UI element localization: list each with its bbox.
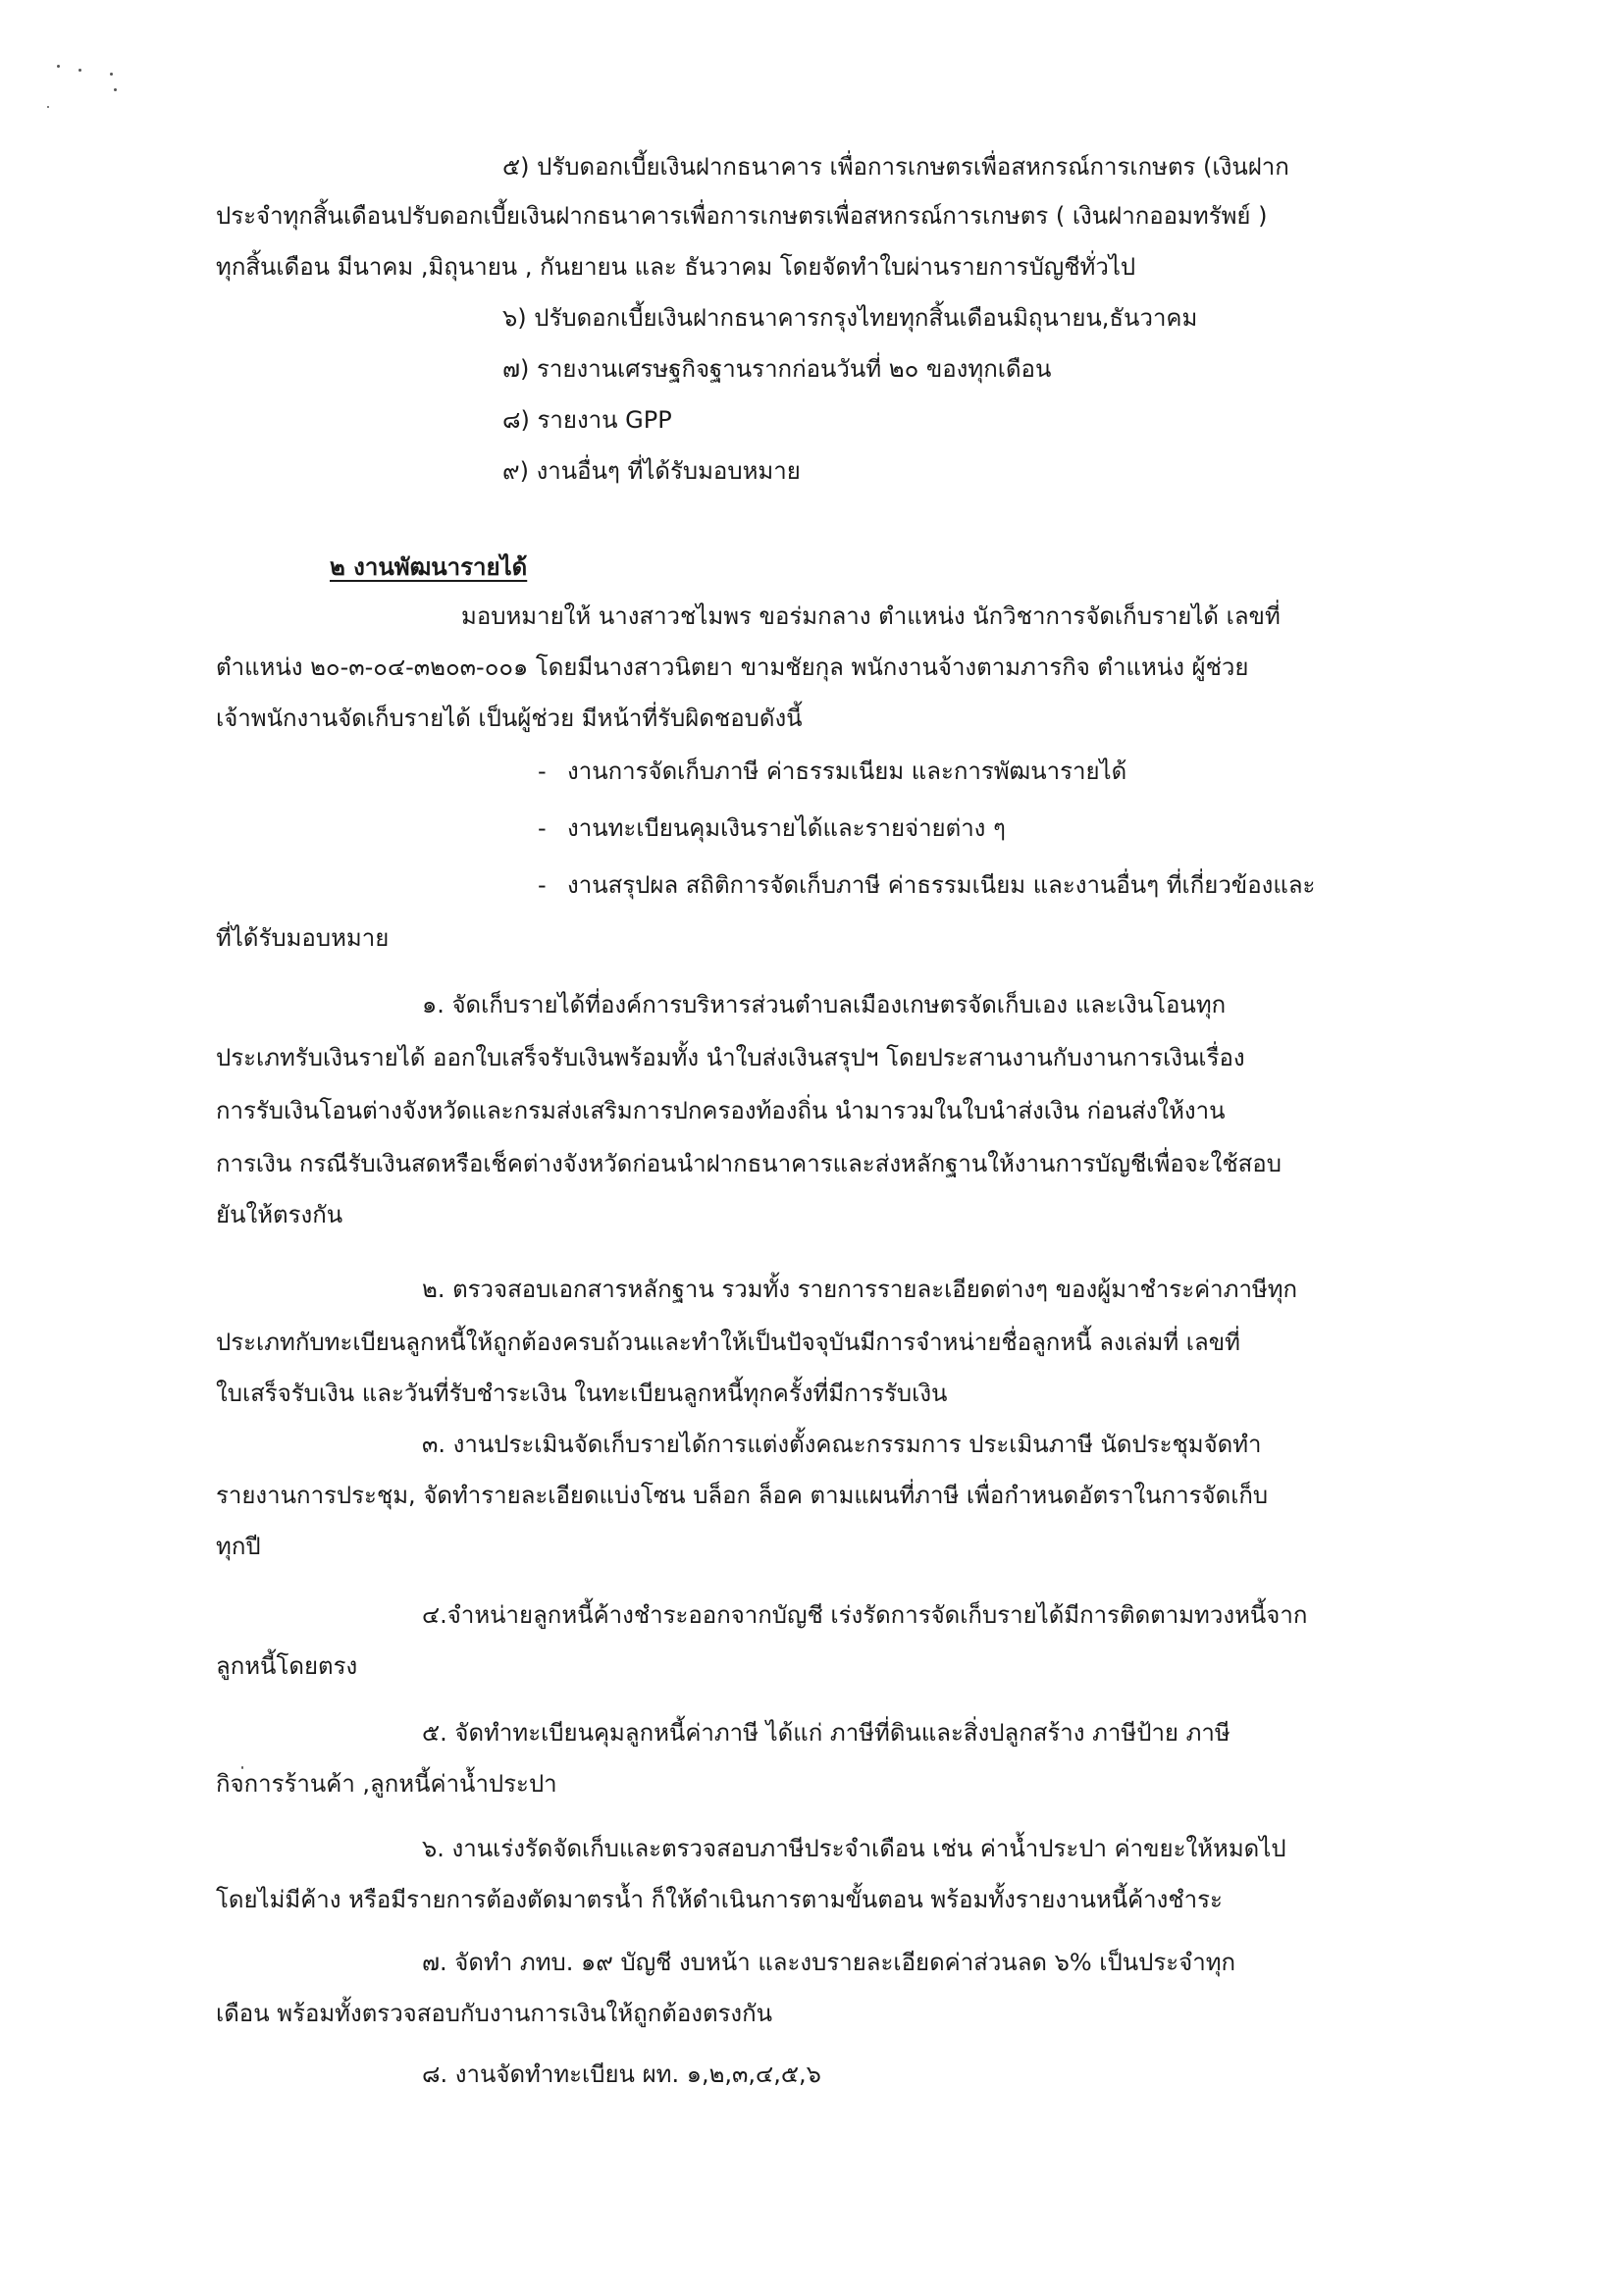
scan-speck [57, 65, 60, 68]
assign-line: เจ้าพนักงานจัดเก็บรายได้ เป็นผู้ช่วย มีหน้าที่รับผิดชอบดังนี้ [216, 704, 803, 732]
item-1-cont: ยันให้ตรงกัน [216, 1201, 343, 1228]
item-1-first: ๑. จัดเก็บรายได้ที่องค์การบริหารส่วนตำบลเมืองเกษตรจัดเก็บเอง และเงินโอนทุก [422, 991, 1227, 1018]
section-heading: ๒ งานพัฒนารายได้ [330, 553, 528, 581]
item-3-first: ๓. งานประเมินจัดเก็บรายได้การแต่งตั้งคณะกรรมการ ประเมินภาษี นัดประชุมจัดทำ [422, 1431, 1262, 1458]
item-6-cont: โดยไม่มีค้าง หรือมีรายการต้องตัดมาตรน้ำ ก็ให้ดำเนินการตามขั้นตอน พร้อมทั้งรายงานหนี้ค้างชำระ [216, 1886, 1223, 1913]
bullet-text: งานทะเบียนคุมเงินรายได้และรายจ่ายต่าง ๆ [567, 814, 1006, 842]
item-3-cont: ทุกปี [216, 1533, 261, 1560]
top-item-8: ๘) รายงาน GPP [502, 406, 672, 434]
item-5-cont: กิจการร้านค้า ,ลูกหนี้ค่าน้ำประปา [216, 1770, 557, 1798]
item-6-first: ๖. งานเร่งรัดจัดเก็บและตรวจสอบภาษีประจำเดือน เช่น ค่าน้ำประปา ค่าขยะให้หมดไป [422, 1835, 1286, 1862]
bullet-text: งานสรุปผล สถิติการจัดเก็บภาษี ค่าธรรมเนียม และงานอื่นๆ ที่เกี่ยวข้องและ [567, 871, 1316, 899]
top-item-5-cont: ทุกสิ้นเดือน มีนาคม ,มิถุนายน , กันยายน และ ธันวาคม โดยจัดทำใบผ่านรายการบัญชีทั่วไป [216, 253, 1136, 281]
top-item-9: ๙) งานอื่นๆ ที่ได้รับมอบหมาย [502, 457, 801, 485]
item-2-cont: ประเภทกับทะเบียนลูกหนี้ให้ถูกต้องครบถ้วนและทำให้เป็นปัจจุบันมีการจำหน่ายชื่อลูกหนี้ ลงเล่มที่ เลขที่ [216, 1329, 1240, 1356]
top-item-5-first: ๕) ปรับดอกเบี้ยเงินฝากธนาคาร เพื่อการเกษตรเพื่อสหกรณ์การเกษตร (เงินฝาก [502, 153, 1289, 181]
top-item-7: ๗) รายงานเศรษฐกิจฐานรากก่อนวันที่ ๒๐ ของทุกเดือน [502, 355, 1052, 383]
item-1-cont: การเงิน กรณีรับเงินสดหรือเช็คต่างจังหวัดก่อนนำฝากธนาคารและส่งหลักฐานให้งานการบัญชีเพื่อจะใช้สอบ [216, 1150, 1282, 1177]
bullet-dash: - [538, 757, 547, 785]
bullet-dash: - [538, 814, 547, 842]
item-2-cont: ใบเสร็จรับเงิน และวันที่รับชำระเงิน ในทะเบียนลูกหนี้ทุกครั้งที่มีการรับเงิน [216, 1380, 948, 1407]
top-item-5-cont: ประจำทุกสิ้นเดือนปรับดอกเบี้ยเงินฝากธนาคารเพื่อการเกษตรเพื่อสหกรณ์การเกษตร ( เงินฝากออมทรัพย์ ) [216, 202, 1268, 230]
scan-speck [47, 106, 49, 108]
item-8-first: ๘. งานจัดทำทะเบียน ผท. ๑,๒,๓,๔,๕,๖ [422, 2061, 821, 2088]
scan-speck [110, 73, 113, 76]
item-2-first: ๒. ตรวจสอบเอกสารหลักฐาน รวมทั้ง รายการรายละเอียดต่างๆ ของผู้มาชำระค่าภาษีทุก [422, 1276, 1298, 1303]
item-3-cont: รายงานการประชุม, จัดทำรายละเอียดแบ่งโซน บล็อก ล็อค ตามแผนที่ภาษี เพื่อกำหนดอัตราในการจัดเก็บ [216, 1482, 1269, 1509]
bullet-cont: ที่ได้รับมอบหมาย [216, 924, 390, 952]
item-1-cont: การรับเงินโอนต่างจังหวัดและกรมส่งเสริมการปกครองท้องถิ่น นำมารวมในใบนำส่งเงิน ก่อนส่งให้งาน [216, 1097, 1226, 1124]
assign-line: ตำแหน่ง ๒๐-๓-๐๔-๓๒๐๓-๐๐๑ โดยมีนางสาวนิตยา ขามชัยกุล พนักงานจ้างตามภารกิจ ตำแหน่ง ผู้ช่วย [216, 653, 1249, 681]
bullet-item [538, 869, 1315, 901]
item-7-first: ๗. จัดทำ ภทบ. ๑๙ บัญชี งบหน้า และงบรายละเอียดค่าส่วนลด ๖% เป็นประจำทุก [422, 1949, 1236, 1976]
item-7-cont: เดือน พร้อมทั้งตรวจสอบกับงานการเงินให้ถูกต้องตรงกัน [216, 2000, 773, 2027]
item-4-first: ๔.จำหน่ายลูกหนี้ค้างชำระออกจากบัญชี เร่งรัดการจัดเก็บรายได้มีการติดตามทวงหนี้จาก [422, 1601, 1308, 1629]
bullet-dash: - [538, 871, 547, 899]
assign-line: มอบหมายให้ นางสาวชไมพร ขอร่มกลาง ตำแหน่ง นักวิชาการจัดเก็บรายได้ เลขที่ [461, 602, 1281, 630]
item-4-cont: ลูกหนี้โดยตรง [216, 1652, 358, 1680]
item-5-first: ๕. จัดทำทะเบียนคุมลูกหนี้ค่าภาษี ได้แก่ ภาษีที่ดินและสิ่งปลูกสร้าง ภาษีป้าย ภาษี [422, 1719, 1230, 1747]
scan-speck [79, 69, 81, 72]
item-1-cont: ประเภทรับเงินรายได้ ออกใบเสร็จรับเงินพร้อมทั้ง นำใบส่งเงินสรุปฯ โดยประสานงานกับงานการเงินเรื่อง [216, 1044, 1245, 1071]
scan-speck [114, 88, 117, 91]
bullet-item [538, 756, 1126, 787]
bullet-text: งานการจัดเก็บภาษี ค่าธรรมเนียม และการพัฒนารายได้ [567, 757, 1127, 785]
bullet-item [538, 812, 1006, 844]
top-item-6: ๖) ปรับดอกเบี้ยเงินฝากธนาคารกรุงไทยทุกสิ้นเดือนมิถุนายน,ธันวาคม [502, 304, 1198, 332]
